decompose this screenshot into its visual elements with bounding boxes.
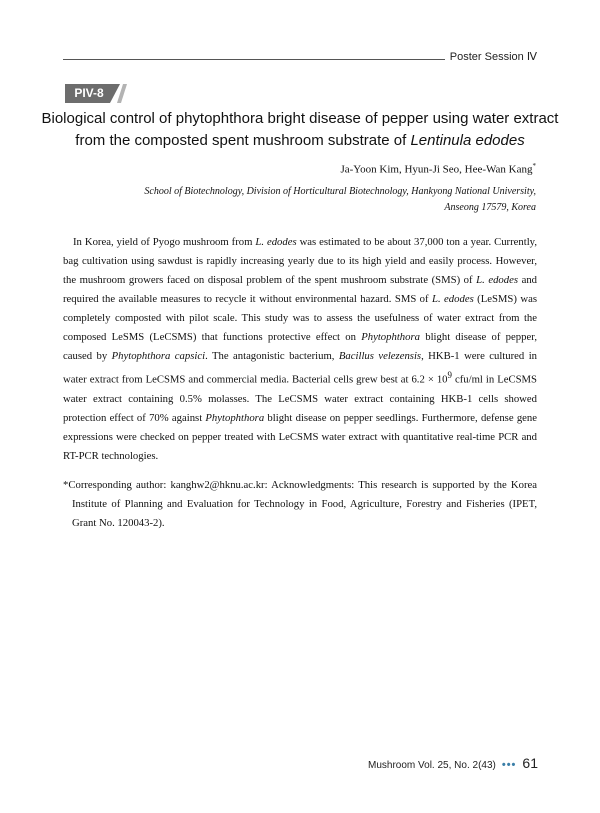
affiliation-line-2: Anseong 17579, Korea xyxy=(444,202,536,213)
exponent: 9 xyxy=(447,370,452,380)
page-footer xyxy=(368,755,538,771)
species-name: Phytophthora capsici xyxy=(111,350,206,362)
title-line-2-text: from the composted spent mushroom substrate of xyxy=(75,132,411,149)
acknowledgment-note xyxy=(63,476,537,533)
abstract-paragraph xyxy=(63,233,537,466)
corresponding-mark: * xyxy=(532,162,536,170)
affiliation-line-1: School of Biotechnology, Division of Horticultural Biotechnology, Hankyong National University, xyxy=(144,186,536,197)
abstract-body xyxy=(63,233,537,466)
species-name: L. edodes xyxy=(255,236,297,248)
abstract-text: blight disease of pepper, caused by xyxy=(63,331,538,362)
title-species: Lentinula edodes xyxy=(410,132,525,149)
journal-citation: Mushroom Vol. 25, No. 2(43) xyxy=(368,760,496,771)
paper-title xyxy=(40,108,560,152)
abstract-text: , HKB-1 were cultured in water extract from LeCSMS and commercial media. Bacterial cells grew best at 6.2 × 10 xyxy=(63,350,538,386)
species-name: Phytophthora xyxy=(205,411,265,424)
author-names: Ja-Yoon Kim, Hyun-Ji Seo, Hee-Wan Kang xyxy=(340,163,533,176)
abstract-text: cfu/ml in LeCSMS water extract containing 0.5% molasses. The LeCSMS water extract containing HKB-1 cells showed protection effect of 70% against xyxy=(63,373,537,424)
title-line-1: Biological control of phytophthora bright disease of pepper using water extract xyxy=(41,110,559,127)
page-number: 61 xyxy=(522,755,538,771)
abstract-text: (LeSMS) was completely composted with pilot scale. This study was to assess the usefulness of water extract from the composed LeSMS (LeCSMS) that functions protective effect on xyxy=(63,293,537,343)
session-label: Poster Session Ⅳ xyxy=(449,51,537,63)
abstract-text: and required the available measures to recycle it without environmental hazard. SMS of xyxy=(63,274,538,305)
abstract-text: . The antagonistic bacterium, xyxy=(205,350,339,362)
abstract-text: blight disease on pepper seedlings. Furthermore, defense gene expressions were checked on pepper treated with LeCSMS water extract with quantitative real-time PCR and RT-PCR technologies. xyxy=(63,411,537,462)
author-list xyxy=(340,162,536,176)
footer-dots: ••• xyxy=(501,759,517,771)
title-line-2 xyxy=(40,130,560,152)
header-rule xyxy=(63,59,445,60)
species-name: L. edodes xyxy=(432,293,474,305)
acknowledgment-text: *Corresponding author: kanghw2@hknu.ac.kr: Acknowledgments: This research is supported by the Korea Institute of Planning and Evaluation for Technology in Food, Agriculture, Forestry and Fisheries (IPET, Grant No. 120043-2). xyxy=(63,479,537,529)
species-name: L. edodes xyxy=(476,274,519,286)
abstract-text: In Korea, yield of Pyogo mushroom from xyxy=(73,236,256,248)
affiliation xyxy=(96,184,536,216)
abstract-text: was estimated to be about 37,000 ton a year. Currently, bag cultivation using sawdust is rapidly increasing yearly due to its high yield and easily process. However, the mushroom growers faced on disposal problem of the spent mushroom substrate (SMS) of xyxy=(63,236,538,286)
abstract-id-badge xyxy=(65,84,127,103)
species-name: Phytophthora xyxy=(361,331,420,343)
badge-label: PIV-8 xyxy=(74,86,104,100)
species-name: Bacillus velezensis xyxy=(338,350,422,362)
